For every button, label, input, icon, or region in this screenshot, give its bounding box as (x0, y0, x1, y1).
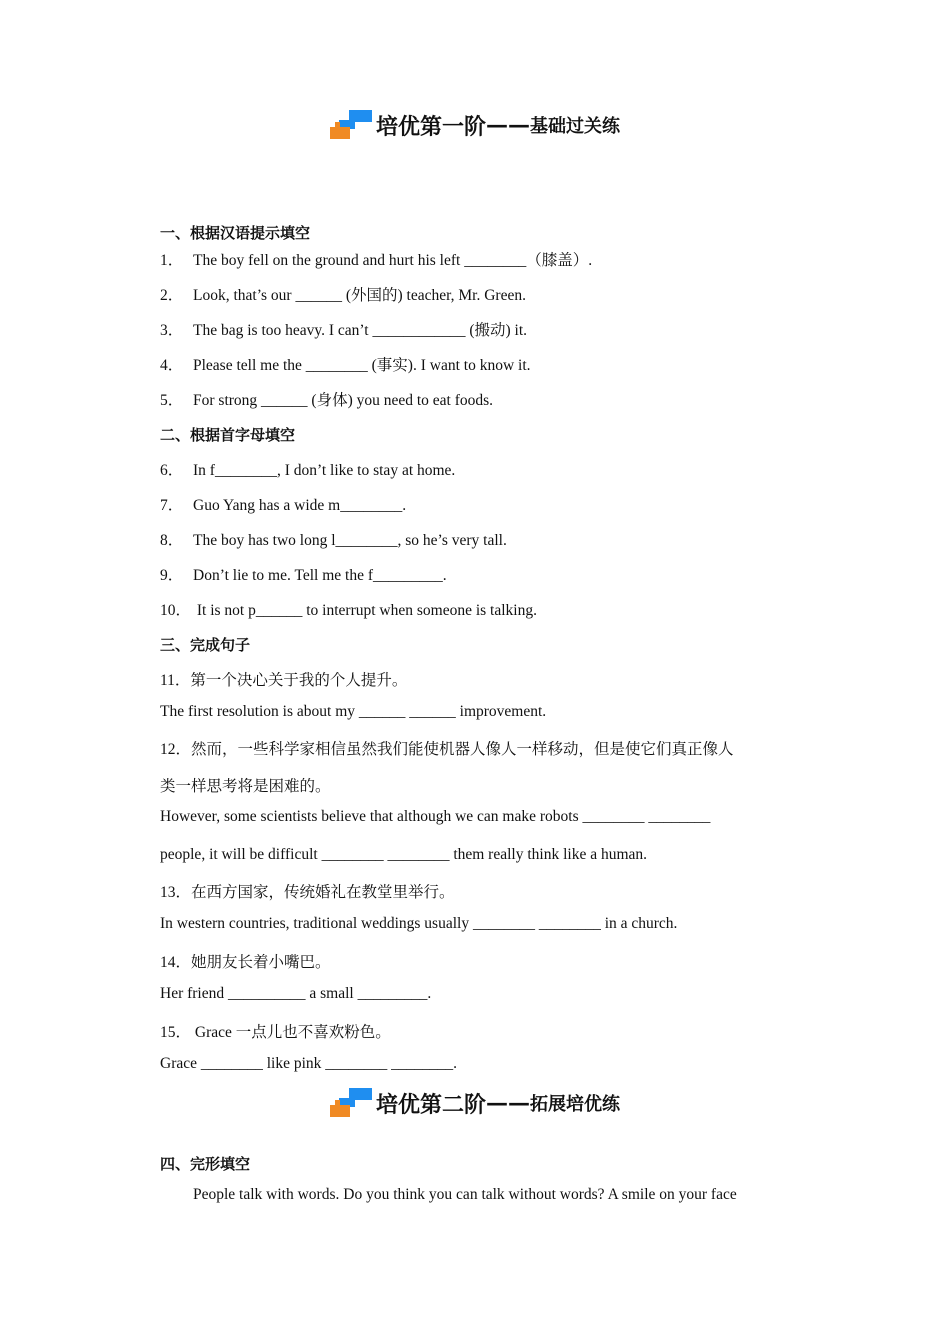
heading-dash: —— (486, 1090, 530, 1116)
question-5 (160, 388, 493, 410)
question-4 (160, 353, 531, 375)
question-text: Please tell me the ________ (事实). I want to know it. (193, 357, 531, 374)
question-text: It is not p______ to interrupt when someone is talking. (193, 602, 537, 619)
question-text: The bag is too heavy. I can’t ____________ (搬动) it. (193, 322, 528, 339)
section-heading-stage-2 (0, 1086, 950, 1120)
question-10 (160, 598, 537, 620)
section-title-4: 四、完形填空 (160, 1155, 251, 1173)
section-title-2: 二、根据首字母填空 (160, 426, 296, 444)
question-11-english: The first resolution is about my ______ ______ improvement. (160, 703, 547, 720)
section-heading-stage-1 (0, 108, 950, 142)
question-7 (160, 493, 406, 515)
question-12-chinese-line-2: 类一样思考将是困难的。 (160, 778, 331, 795)
heading-main: 培优第一阶 (375, 113, 486, 140)
question-14-chinese: 14．她朋友长着小嘴巴。 (160, 954, 331, 971)
question-12-english-line-2: people, it will be difficult ________ ________ them really think like a human. (160, 846, 648, 863)
question-number: 7． (160, 497, 184, 514)
question-12-chinese-line-1: 12．然而，一些科学家相信虽然我们能使机器人像人一样移动，但是使它们真正像人 (160, 741, 734, 758)
question-13-chinese: 13．在西方国家，传统婚礼在教堂里举行。 (160, 884, 455, 901)
question-8 (160, 528, 507, 550)
stage-logo-icon (330, 108, 374, 142)
question-15-chinese: 15． Grace 一点儿也不喜欢粉色。 (160, 1024, 391, 1041)
question-number: 8． (160, 532, 184, 549)
question-6 (160, 458, 455, 480)
question-3 (160, 318, 527, 340)
question-text: For strong ______ (身体) you need to eat foods. (193, 392, 494, 409)
question-number: 2． (160, 287, 184, 304)
question-text: Guo Yang has a wide m________. (193, 497, 407, 514)
question-number: 1． (160, 252, 184, 269)
section-title-1: 一、根据汉语提示填空 (160, 224, 311, 242)
question-9 (160, 563, 447, 585)
question-number: 4． (160, 357, 184, 374)
question-number: 6． (160, 462, 184, 479)
question-12-english-line-1: However, some scientists believe that although we can make robots ________ ________ (160, 808, 711, 825)
question-number: 5． (160, 392, 184, 409)
question-1 (160, 248, 592, 270)
question-text: Look, that’s our ______ (外国的) teacher, Mr. Green. (193, 287, 526, 304)
question-13-english: In western countries, traditional weddings usually ________ ________ in a church. (160, 915, 678, 932)
question-15-english: Grace ________ like pink ________ ________. (160, 1055, 458, 1072)
question-14-english: Her friend __________ a small _________. (160, 985, 432, 1002)
cloze-passage-line: People talk with words. Do you think you can talk without words? A smile on your face (193, 1186, 737, 1203)
question-text: Don’t lie to me. Tell me the f_________. (193, 567, 447, 584)
question-number: 10． (160, 602, 192, 619)
question-text: The boy fell on the ground and hurt his left ________（膝盖）. (193, 252, 593, 269)
question-number: 9． (160, 567, 184, 584)
heading-dash: —— (486, 112, 530, 138)
question-11-chinese: 11．第一个决心关于我的个人提升。 (160, 672, 408, 689)
question-text: The boy has two long l________, so he’s very tall. (193, 532, 507, 549)
question-number: 3． (160, 322, 184, 339)
question-text: In f________, I don’t like to stay at home. (193, 462, 456, 479)
heading-sub: 拓展培优练 (530, 1094, 620, 1115)
heading-main: 培优第二阶 (375, 1091, 486, 1118)
heading-sub: 基础过关练 (530, 116, 620, 137)
section-title-3: 三、完成句子 (160, 636, 251, 654)
stage-logo-icon (330, 1086, 374, 1120)
question-2 (160, 283, 526, 305)
